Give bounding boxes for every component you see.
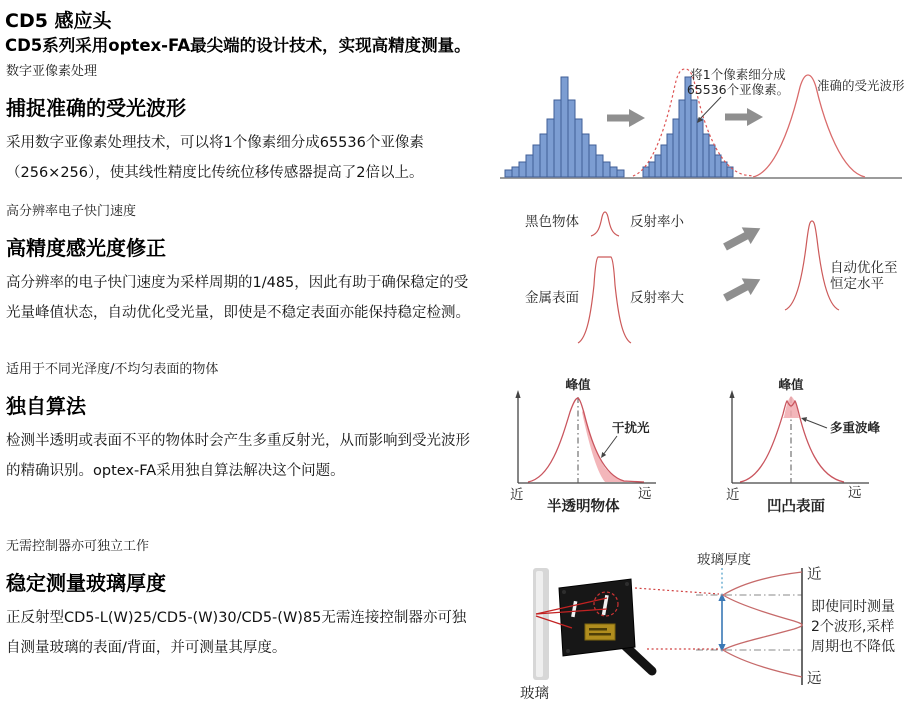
glass-highlight [536,571,543,677]
histogram-bar [575,119,582,177]
plate-text-line [589,628,607,631]
section-subpixel [6,60,492,188]
histogram-bar [721,162,727,177]
graph-translucent [510,377,656,514]
histogram-bar [661,145,667,177]
double-waveform-curve [723,572,802,677]
up-right-arrow-icon [721,271,765,307]
right-arrow-icon [607,109,645,127]
peak-label: 峰值 [565,377,591,392]
diagram-algorithm [500,372,885,514]
section-body [6,268,492,328]
histogram-bar [610,167,617,177]
far-label: 远 [848,485,862,501]
histogram-bar [649,162,655,177]
section-label: 无需控制器亦可独立工作 [6,539,150,554]
section-label: 数字亚像素处理 [6,64,98,79]
near-label: 近 [807,567,822,583]
result-label-line2: 恒定水平 [830,276,884,292]
histogram-bar [533,145,540,177]
small-peak-curve [591,212,619,236]
high-reflect-label: 反射率大 [630,290,684,306]
section-body [6,426,492,486]
interference-label: 干扰光 [612,420,650,435]
axis-arrowhead [729,390,734,398]
screw [625,582,629,586]
histogram-bar [691,100,697,177]
body-line: 自测量玻璃的表面/背面，并可测量其厚度。 [6,640,287,656]
histogram-bar [667,134,673,177]
diagram-sensitivity [497,205,907,345]
body-line: 正反射型CD5-L(W)25/CD5-(W)30/CD5-(W)85无需连接控制器亦可独 [6,610,467,626]
near-label: 近 [510,487,524,503]
histogram-bar [547,119,554,177]
diagram-glass [500,548,905,704]
callout-line [804,419,827,428]
page-subtitle: CD5系列采用optex-FA最尖端的设计技术，实现高精度测量。 [5,36,471,55]
section-label: 高分辨率电子快门速度 [6,204,137,219]
section-glass [6,535,492,663]
body-line: 高分辨率的电子快门速度为采样周期的1/485，因此有助于确保稳定的受 [6,275,469,291]
histogram-bar [697,119,703,177]
far-label: 远 [638,486,652,502]
right-arrow-icon [725,108,763,126]
section-algorithm [6,358,492,486]
histogram-bar [526,155,533,177]
note-line2: 2个波形,采样 [811,619,895,635]
body-line: 采用数字亚像素处理技术，可以将1个像素细分成65536个亚像素 [6,135,424,151]
body-line: （256×256），使其线性精度比传统位移传感器提高了2倍以上。 [6,165,424,181]
peak-label: 峰值 [778,377,804,392]
callout-arrowhead [601,452,606,458]
histogram-bar [561,77,568,177]
thickness-label: 玻璃厚度 [697,552,751,568]
histogram-bar [519,162,526,177]
section-heading: 捕捉准确的受光波形 [6,96,186,120]
section-shutter [6,200,492,328]
saturated-peak-curve [578,257,631,343]
histogram-bar [709,145,715,177]
histogram-bar [589,145,596,177]
waveform-curve [528,398,644,482]
screw [566,649,570,653]
histogram-bar [703,134,709,177]
multipeak-label: 多重波峰 [830,420,881,435]
sensor-body [559,579,635,656]
histogram-bar [540,134,547,177]
callout-line [603,436,617,455]
graph-uneven [726,377,881,514]
near-label: 近 [726,487,740,503]
diagram-subpixel [495,57,907,192]
subpixel-annotation-line1: 将1个像素细分成 [690,67,786,82]
histogram-bar [505,170,512,177]
histogram-bar [617,170,624,177]
histogram-bar [673,119,679,177]
callout-arrowhead [801,417,807,422]
histogram-bar [596,155,603,177]
beam-dotted-upper [635,588,719,594]
callout-line [698,97,721,121]
page-title: CD5 感应头 [5,10,112,32]
black-object-label: 黑色物体 [525,214,579,230]
sensor-label-plate [585,624,615,640]
graph-caption: 凹凸表面 [767,499,825,514]
note-line3: 周期也不降低 [811,639,895,655]
note-line1: 即使同时测量 [811,599,895,615]
section-body [6,603,492,663]
histogram-bar [512,167,519,177]
section-heading: 高精度感光度修正 [6,236,166,260]
section-heading: 独自算法 [6,394,86,418]
result-label-line1: 自动优化至 [830,260,898,276]
histogram-bar [603,162,610,177]
section-heading: 稳定测量玻璃厚度 [6,571,166,595]
screw [562,590,566,594]
graph-caption: 半透明物体 [547,499,620,514]
low-reflect-label: 反射率小 [630,214,684,230]
section-label: 适用于不同光泽度/不均匀表面的物体 [6,362,219,377]
accurate-waveform-label: 准确的受光波形 [817,78,905,93]
histogram-raw [505,77,624,177]
histogram-bar [643,167,649,177]
section-body [6,128,492,188]
axis-arrowhead [515,390,520,398]
plate-text-line [589,633,611,636]
sensor-head [536,579,652,671]
histogram-bar [715,155,721,177]
subpixel-annotation-line2: 65536个亚像素。 [686,82,790,97]
histogram-bar [582,134,589,177]
up-right-arrow-icon [721,220,765,256]
histogram-bar [655,155,661,177]
body-line: 的精确识别。optex-FA采用独自算法解决这个问题。 [6,463,345,479]
body-line: 光量峰值状态，自动优化受光量，即使是不稳定表面亦能保持稳定检测。 [6,305,470,321]
far-label: 远 [807,671,822,687]
histogram-bar [568,100,575,177]
histogram-bar [679,100,685,177]
histogram-bar [554,100,561,177]
metal-surface-label: 金属表面 [525,290,579,306]
body-line: 检测半透明或表面不平的物体时会产生多重反射光，从而影响到受光波形 [6,433,470,449]
glass-label: 玻璃 [520,686,549,702]
